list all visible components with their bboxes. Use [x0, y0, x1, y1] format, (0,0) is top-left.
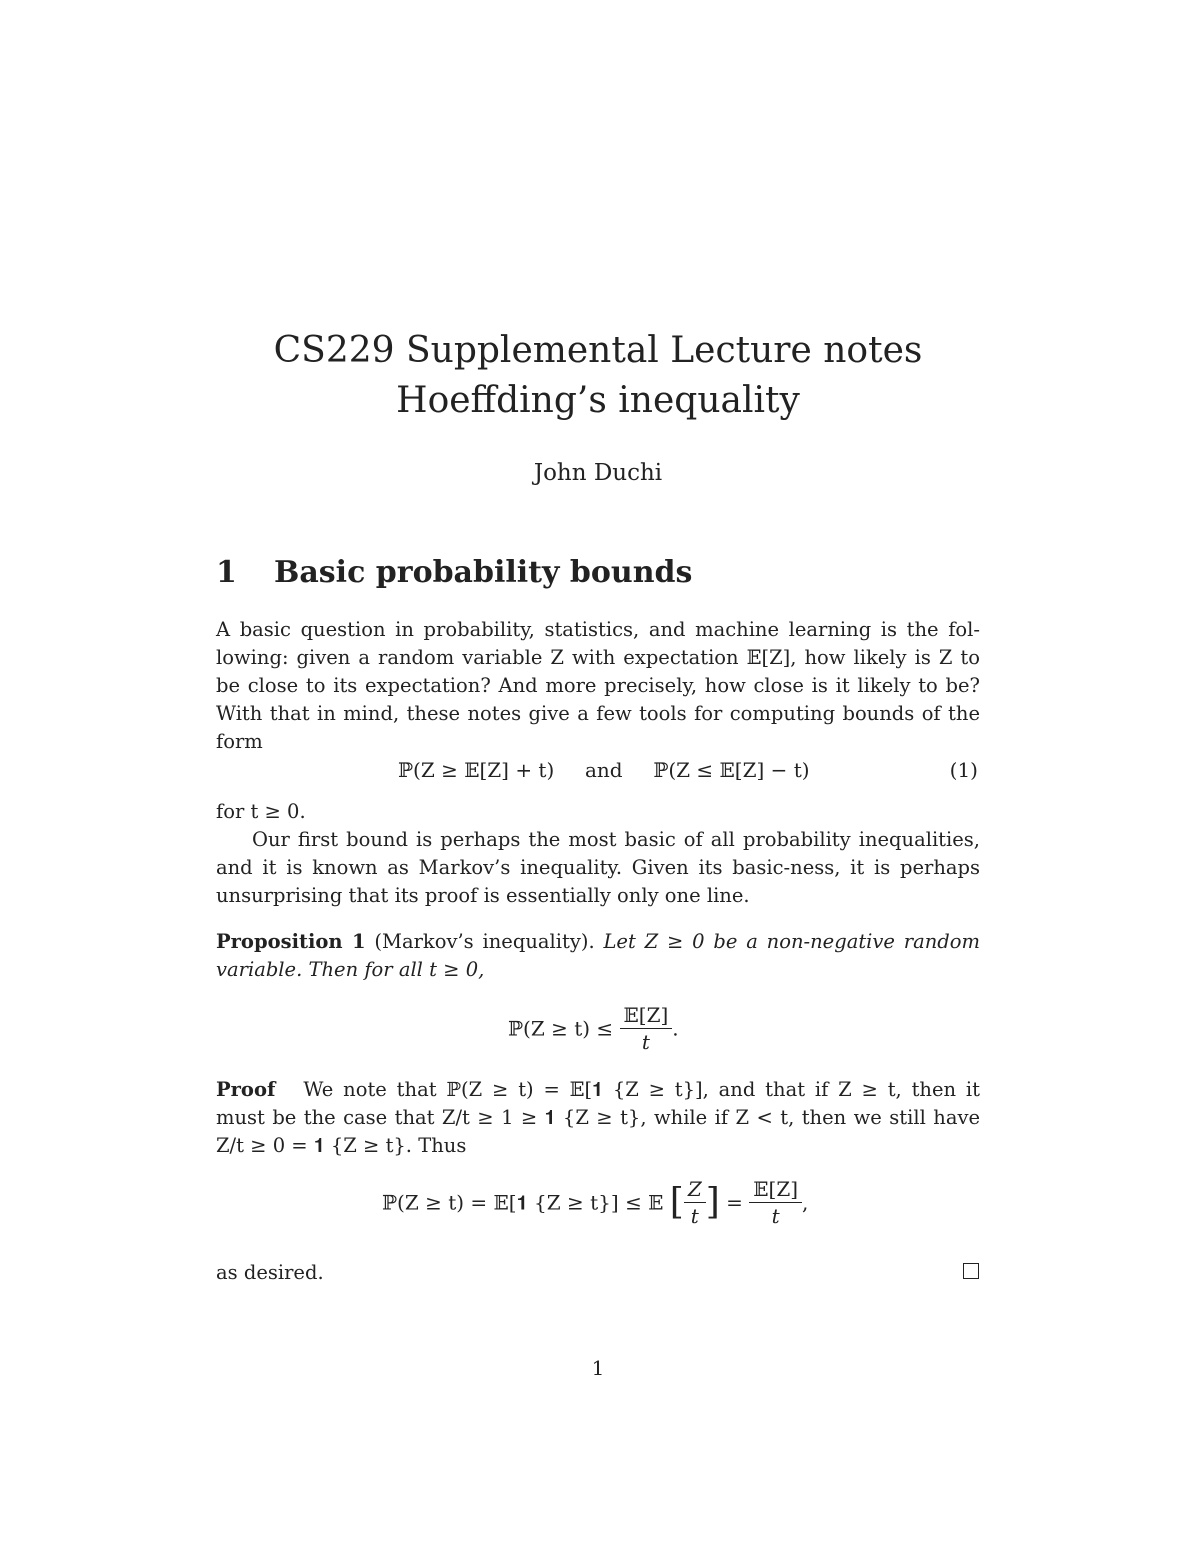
markov-eq-fraction [620, 1002, 673, 1055]
proof-text-1: We note that ℙ(Z ≥ t) = 𝔼[𝟏 {Z ≥ t}], and that if Z ≥ t, then it [303, 1078, 980, 1101]
markov-eq-lhs: ℙ(Z ≥ t) ≤ [508, 1016, 614, 1041]
markov-inequality-equation [508, 1002, 679, 1055]
proof-eq-lhs: ℙ(Z ≥ t) = 𝔼[𝟏 {Z ≥ t}] ≤ 𝔼 [382, 1190, 664, 1215]
proof-eq-bracket-close: ] [705, 1181, 720, 1223]
after-equation-text [216, 798, 980, 826]
section-title: Basic probability bounds [274, 555, 693, 590]
intro-line: A basic question in probability, statistics, and machine learning is the fol- [216, 618, 980, 641]
proposition-1 [216, 928, 980, 984]
author: John Duchi [533, 460, 663, 486]
page-number: 1 [591, 1356, 605, 1380]
proof-eq-inner-fraction [684, 1176, 706, 1229]
proof-conclusion-line: as desired. [216, 1261, 324, 1284]
markov-intro-paragraph [216, 826, 980, 910]
equation-1-number: (1) [949, 758, 978, 782]
proof-line-2: must be the case that Z/t ≥ 1 ≥ 𝟏 {Z ≥ t}, while if Z < t, then we still have [216, 1106, 980, 1129]
proof-eq-inner-numerator: Z [684, 1176, 706, 1203]
markov-eq-numerator: 𝔼[Z] [620, 1002, 673, 1029]
proof-eq-inner-denominator: t [690, 1204, 699, 1228]
proof-equation [382, 1176, 808, 1229]
title-line-2: Hoeffding’s inequality [396, 380, 800, 421]
intro-line: lowing: given a random variable Z with expectation 𝔼[Z], how likely is Z to [216, 646, 980, 669]
proof-eq-rhs-fraction [749, 1176, 802, 1229]
proof-conclusion [216, 1259, 980, 1287]
title-line-1: CS229 Supplemental Lecture notes [273, 330, 923, 371]
markov-intro-line: unsurprising that its proof is essentially only one line. [216, 884, 750, 907]
proof-label: Proof [216, 1078, 276, 1101]
equation-1-connector: and [585, 758, 623, 782]
intro-line: be close to its expectation? And more precisely, how close is it likely to be? [216, 674, 980, 697]
markov-eq-denominator: t [641, 1030, 650, 1054]
qed-square-icon [963, 1263, 979, 1279]
section-heading [216, 555, 692, 590]
proof-eq-rhs-denominator: t [771, 1204, 780, 1228]
proof-line-1 [216, 1076, 980, 1104]
proof-eq-bracket-open: [ [669, 1181, 684, 1223]
proposition-label: Proposition 1 [216, 930, 366, 953]
intro-line: With that in mind, these notes give a few tools for computing bounds of the [216, 702, 980, 725]
markov-intro-line: Our first bound is perhaps the most basic of all probability inequalities, [252, 828, 980, 851]
proof-eq-equals: = [726, 1190, 743, 1215]
equation-1-left: ℙ(Z ≥ 𝔼[Z] + t) [398, 758, 555, 782]
proposition-statement-1: Let Z ≥ 0 be a non-negative random [603, 930, 980, 953]
markov-eq-tail: . [672, 1016, 679, 1041]
section-number: 1 [216, 555, 237, 590]
proof-eq-rhs-numerator: 𝔼[Z] [749, 1176, 802, 1203]
proposition-statement-2: variable. Then for all t ≥ 0, [216, 958, 485, 981]
after-equation-line: for t ≥ 0. [216, 800, 306, 823]
proof-eq-tail: , [802, 1190, 809, 1215]
equation-1 [398, 758, 810, 782]
markov-intro-line: and it is known as Markov’s inequality. Given its basic-ness, it is perhaps [216, 856, 980, 879]
proposition-name: (Markov’s inequality). [374, 930, 595, 953]
equation-1-right: ℙ(Z ≤ 𝔼[Z] − t) [653, 758, 810, 782]
proposition-line-1 [216, 928, 980, 956]
proof-paragraph [216, 1076, 980, 1160]
intro-paragraph [216, 616, 980, 756]
intro-line: form [216, 730, 263, 753]
proof-line-3: Z/t ≥ 0 = 𝟏 {Z ≥ t}. Thus [216, 1134, 467, 1157]
